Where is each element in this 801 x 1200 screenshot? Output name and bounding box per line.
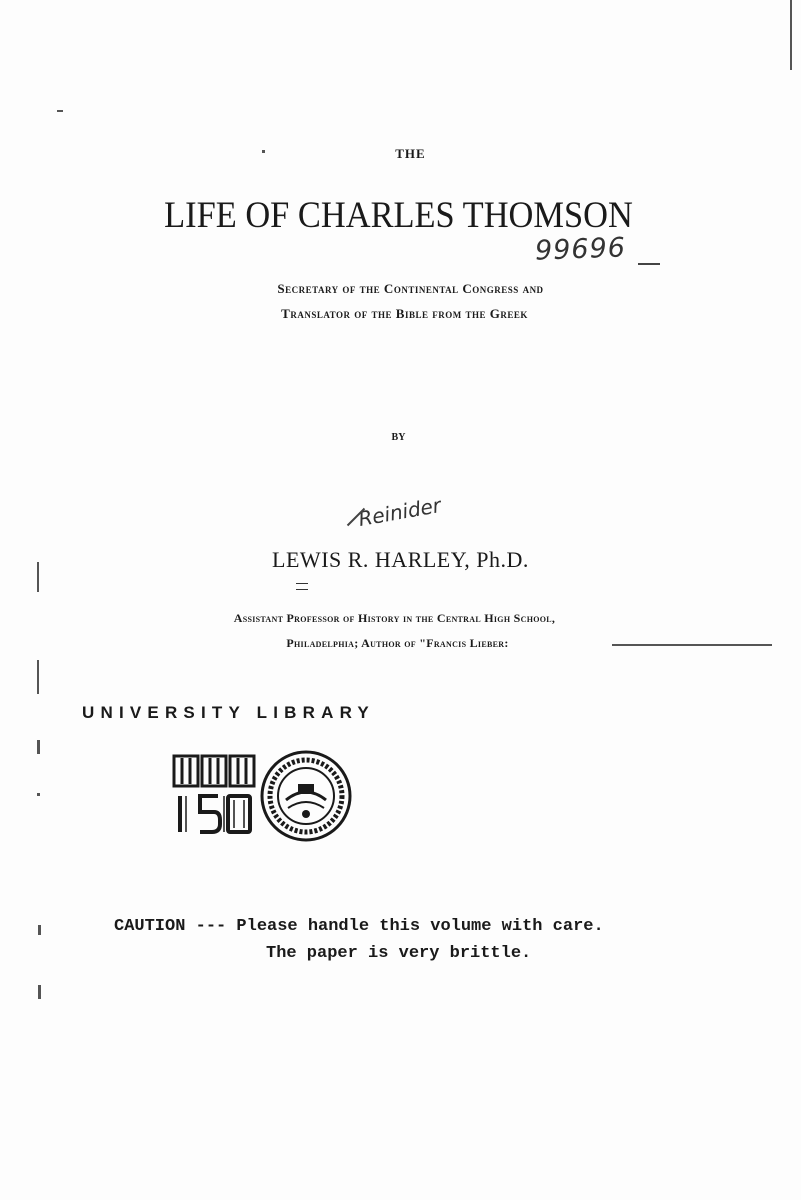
margin-mark	[37, 793, 40, 796]
edge-speck	[262, 150, 265, 153]
sesquicentennial-logo-icon	[172, 752, 256, 836]
margin-mark	[37, 562, 39, 592]
university-library-stamp: UNIVERSITY LIBRARY	[82, 703, 375, 722]
right-edge-mark	[790, 0, 792, 70]
affiliation-rule	[612, 644, 772, 646]
caution-line-1: CAUTION --- Please handle this volume with care.	[114, 917, 604, 936]
title-article: THE	[395, 146, 426, 161]
margin-mark	[37, 740, 40, 754]
handwritten-catalog-number: 99696	[534, 232, 627, 267]
margin-mark	[38, 925, 41, 935]
handwritten-underline-mark	[296, 583, 308, 590]
author-name: LEWIS R. HARLEY, Ph.D.	[272, 547, 529, 572]
edge-speck	[57, 110, 63, 112]
subtitle-line-2: Translator of the Bible from the Greek	[281, 306, 528, 321]
caution-line-2: The paper is very brittle.	[266, 944, 532, 963]
book-title: LIFE OF CHARLES THOMSON	[164, 195, 633, 236]
handwritten-underline	[638, 263, 660, 265]
subtitle-line-1: Secretary of the Continental Congress and	[277, 281, 544, 296]
margin-mark	[37, 660, 39, 694]
author-affiliation-line-1: Assistant Professor of History in the Central High School,	[233, 611, 556, 625]
by-line: BY	[391, 432, 406, 443]
caution-notice	[114, 913, 604, 967]
author-affiliation-line-2: Philadelphia; Author of "Francis Lieber:	[286, 636, 509, 650]
margin-mark	[38, 985, 41, 999]
university-seal-icon	[258, 748, 354, 844]
handwritten-author-correction: Reinider	[356, 492, 443, 532]
